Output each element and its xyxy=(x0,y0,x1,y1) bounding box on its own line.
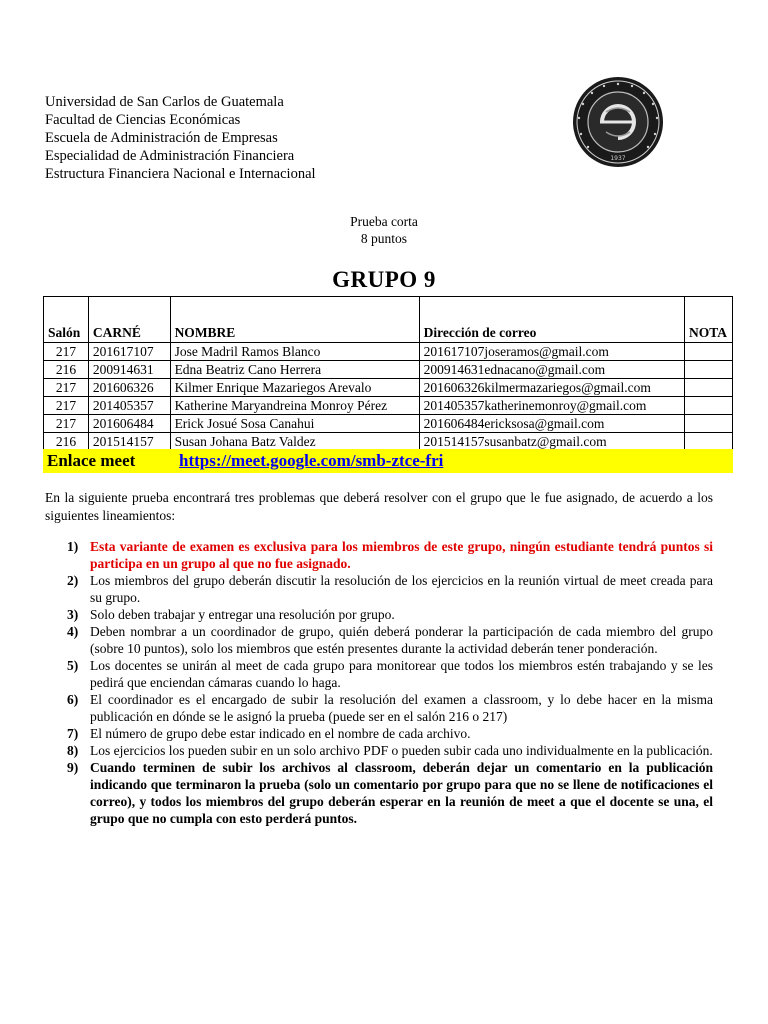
table-row xyxy=(44,343,733,361)
table-row xyxy=(44,433,733,451)
cell-email: 201405357katherinemonroy@gmail.com xyxy=(419,397,684,415)
list-item xyxy=(45,742,713,759)
cell-carne: 201606484 xyxy=(88,415,170,433)
rule-text: Los ejercicios los pueden subir en un solo archivo PDF o pueden subir cada uno individualmente en la publicación. xyxy=(90,743,713,758)
list-item xyxy=(45,691,713,725)
rule-text: Esta variante de examen es exclusiva para los miembros de este grupo, ningún estudiante tendrá puntos si participa en un grupo al que no fue asignado. xyxy=(90,539,713,571)
rule-number: 3) xyxy=(67,607,79,622)
faculty-name: Facultad de Ciencias Económicas xyxy=(45,112,241,128)
header-nota: NOTA xyxy=(684,297,732,343)
rule-number: 1) xyxy=(67,539,79,554)
header-email: Dirección de correo xyxy=(419,297,684,343)
rule-number: 2) xyxy=(67,573,79,588)
cell-nota xyxy=(684,433,732,451)
cell-nombre: Katherine Maryandreina Monroy Pérez xyxy=(170,397,419,415)
intro-paragraph: En la siguiente prueba encontrará tres problemas que deberá resolver con el grupo que le fue asignado, de acuerdo a los siguientes lineamientos: xyxy=(45,490,713,523)
cell-salon: 216 xyxy=(44,361,89,379)
list-item xyxy=(45,759,713,827)
rule-number: 6) xyxy=(67,692,79,707)
group-title: GRUPO 9 xyxy=(332,267,436,292)
roster-table xyxy=(43,296,733,451)
header-carne: CARNÉ xyxy=(88,297,170,343)
cell-salon: 217 xyxy=(44,343,89,361)
course-name: Estructura Financiera Nacional e Internacional xyxy=(45,166,316,182)
cell-salon: 216 xyxy=(44,433,89,451)
meet-link-bar xyxy=(43,449,733,473)
cell-carne: 201405357 xyxy=(88,397,170,415)
cell-nota xyxy=(684,343,732,361)
cell-nota xyxy=(684,379,732,397)
header-nombre: NOMBRE xyxy=(170,297,419,343)
cell-salon: 217 xyxy=(44,379,89,397)
cell-carne: 201606326 xyxy=(88,379,170,397)
table-header-row xyxy=(44,297,733,343)
rule-text: El número de grupo debe estar indicado en el nombre de cada archivo. xyxy=(90,726,471,741)
list-item xyxy=(45,725,713,742)
cell-email: 201617107joseramos@gmail.com xyxy=(419,343,684,361)
test-type: Prueba corta xyxy=(350,214,418,229)
list-item xyxy=(45,538,713,572)
table-row xyxy=(44,397,733,415)
cell-email: 201606326kilmermazariegos@gmail.com xyxy=(419,379,684,397)
table-row xyxy=(44,361,733,379)
cell-salon: 217 xyxy=(44,415,89,433)
rules-list xyxy=(45,538,713,827)
cell-nombre: Erick Josué Sosa Canahui xyxy=(170,415,419,433)
rule-text: Solo deben trabajar y entregar una resolución por grupo. xyxy=(90,607,395,622)
cell-carne: 201514157 xyxy=(88,433,170,451)
list-item xyxy=(45,606,713,623)
cell-nombre: Kilmer Enrique Mazariegos Arevalo xyxy=(170,379,419,397)
cell-nota xyxy=(684,397,732,415)
cell-nota xyxy=(684,415,732,433)
table-row xyxy=(44,415,733,433)
specialty-name: Especialidad de Administración Financiera xyxy=(45,148,295,164)
rule-text: Deben nombrar a un coordinador de grupo, quién deberá ponderar la participación de cada miembro del grupo (sobre 10 puntos), solo los miembros que estén presentes durante la actividad deberán tener ponderación. xyxy=(90,624,713,656)
cell-email: 200914631ednacano@gmail.com xyxy=(419,361,684,379)
list-item xyxy=(45,572,713,606)
cell-nota xyxy=(684,361,732,379)
school-name: Escuela de Administración de Empresas xyxy=(45,130,278,146)
rule-number: 4) xyxy=(67,624,79,639)
test-info xyxy=(0,213,768,247)
university-name: Universidad de San Carlos de Guatemala xyxy=(45,94,284,110)
cell-email: 201606484ericksosa@gmail.com xyxy=(419,415,684,433)
cell-salon: 217 xyxy=(44,397,89,415)
cell-carne: 200914631 xyxy=(88,361,170,379)
meet-link[interactable]: https://meet.google.com/smb-ztce-fri xyxy=(179,451,444,470)
cell-carne: 201617107 xyxy=(88,343,170,361)
cell-nombre: Jose Madril Ramos Blanco xyxy=(170,343,419,361)
rule-text: El coordinador es el encargado de subir la resolución del examen a classroom, y lo debe hacer en la misma publicación en dónde se le asignó la prueba (puede ser en el salón 216 o 217) xyxy=(90,692,713,724)
cell-nombre: Susan Johana Batz Valdez xyxy=(170,433,419,451)
rule-text: Los docentes se unirán al meet de cada grupo para monitorear que todos los miembros estén trabajando y se les pedirá que enciendan cámaras cuando lo haga. xyxy=(90,658,713,690)
cell-email: 201514157susanbatz@gmail.com xyxy=(419,433,684,451)
faculty-seal-logo xyxy=(572,76,664,168)
seal-year: 1937 xyxy=(610,155,626,162)
cell-nombre: Edna Beatriz Cano Herrera xyxy=(170,361,419,379)
rule-number: 8) xyxy=(67,743,79,758)
rule-number: 5) xyxy=(67,658,79,673)
test-points: 8 puntos xyxy=(360,231,408,246)
header-salon: Salón xyxy=(44,297,89,343)
meet-label: Enlace meet xyxy=(47,451,136,470)
list-item xyxy=(45,623,713,657)
institution-header xyxy=(45,93,316,183)
rule-number: 9) xyxy=(67,760,79,775)
list-item xyxy=(45,657,713,691)
table-row xyxy=(44,379,733,397)
rule-text: Cuando terminen de subir los archivos al classroom, deberán dejar un comentario en la publicación indicando que terminaron la prueba (solo un comentario por grupo para que no se llene de notificaciones el correo), y todos los miembros del grupo deberán esperar en la reunión de meet a que el docente se una, el grupo que no cumpla con esto perderá puntos. xyxy=(90,760,713,826)
rule-text: Los miembros del grupo deberán discutir la resolución de los ejercicios en la reunión virtual de meet creada para su grupo. xyxy=(90,573,713,605)
rule-number: 7) xyxy=(67,726,79,741)
